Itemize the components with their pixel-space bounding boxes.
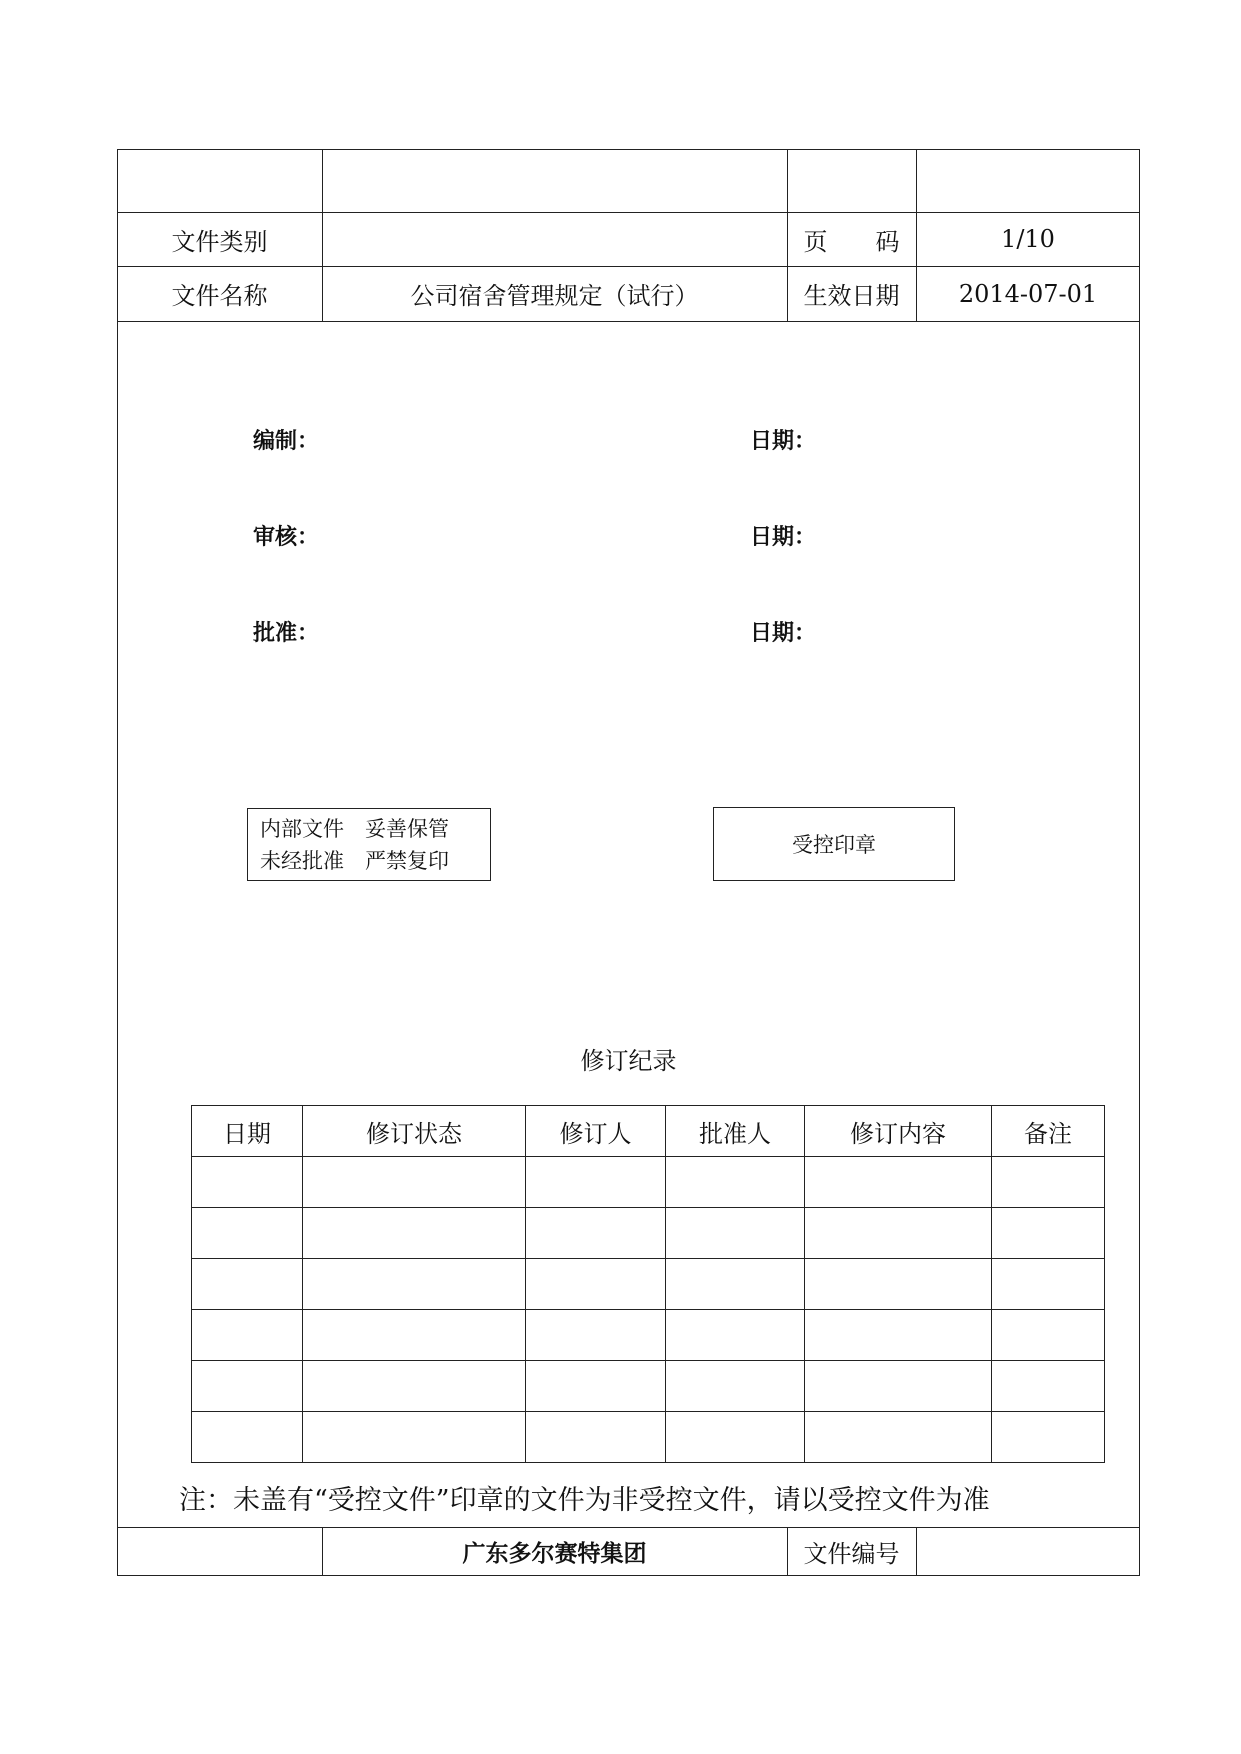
table-cell bbox=[526, 1412, 666, 1463]
table-cell bbox=[526, 1361, 666, 1412]
controlled-document-note: 注：未盖有“受控文件”印章的文件为非受控文件，请以受控文件为准 bbox=[179, 1485, 990, 1516]
table-cell bbox=[805, 1157, 992, 1208]
approve-date-label: 日期： bbox=[750, 621, 817, 646]
table-cell bbox=[192, 1412, 303, 1463]
header-row1-cell bbox=[117, 149, 322, 212]
table-cell bbox=[805, 1412, 992, 1463]
review-label: 审核： bbox=[253, 525, 320, 550]
name-label: 文件名称 bbox=[171, 282, 268, 310]
internal-notice-box bbox=[247, 808, 491, 881]
table-row bbox=[192, 1310, 1105, 1361]
table-cell bbox=[303, 1361, 526, 1412]
table-cell bbox=[992, 1412, 1105, 1463]
table-cell bbox=[303, 1157, 526, 1208]
effective-date-label: 生效日期 bbox=[803, 282, 900, 310]
page-value: 1/10 bbox=[1001, 225, 1055, 253]
document-number-value bbox=[916, 1527, 1140, 1576]
notice-line-1: 内部文件 妥善保管 bbox=[260, 817, 449, 841]
table-cell bbox=[992, 1157, 1105, 1208]
table-cell bbox=[992, 1361, 1105, 1412]
table-cell bbox=[992, 1310, 1105, 1361]
column-header-approver: 批准人 bbox=[666, 1106, 805, 1157]
table-cell bbox=[192, 1208, 303, 1259]
table-cell bbox=[303, 1310, 526, 1361]
table-cell bbox=[192, 1259, 303, 1310]
name-value: 公司宿舍管理规定（试行） bbox=[410, 282, 699, 310]
column-header-content: 修订内容 bbox=[805, 1106, 992, 1157]
column-header-reviser: 修订人 bbox=[526, 1106, 666, 1157]
company-name: 广东多尔赛特集团 bbox=[462, 1541, 647, 1567]
effective-date-value: 2014-07-01 bbox=[958, 279, 1098, 308]
document-number-label: 文件编号 bbox=[803, 1540, 900, 1568]
table-cell bbox=[666, 1157, 805, 1208]
revision-record-title: 修订纪录 bbox=[580, 1046, 677, 1075]
table-row bbox=[192, 1208, 1105, 1259]
table-cell bbox=[992, 1208, 1105, 1259]
header-row1-cell bbox=[916, 149, 1140, 212]
table-cell bbox=[992, 1259, 1105, 1310]
table-cell bbox=[526, 1208, 666, 1259]
table-cell bbox=[666, 1310, 805, 1361]
table-cell bbox=[526, 1310, 666, 1361]
revision-table bbox=[191, 1105, 1105, 1463]
compile-label: 编制： bbox=[253, 429, 320, 454]
footer-left-cell bbox=[117, 1527, 322, 1576]
table-cell bbox=[192, 1157, 303, 1208]
table-cell bbox=[666, 1259, 805, 1310]
table-cell bbox=[666, 1361, 805, 1412]
category-value bbox=[322, 212, 787, 266]
page-label: 页 码 bbox=[803, 227, 900, 256]
table-cell bbox=[805, 1361, 992, 1412]
controlled-stamp-box bbox=[713, 807, 955, 881]
compile-date-label: 日期： bbox=[750, 429, 817, 454]
table-cell bbox=[192, 1361, 303, 1412]
table-cell bbox=[526, 1157, 666, 1208]
table-cell bbox=[526, 1259, 666, 1310]
table-row bbox=[192, 1361, 1105, 1412]
column-header-remarks: 备注 bbox=[992, 1106, 1105, 1157]
table-row bbox=[192, 1259, 1105, 1310]
table-cell bbox=[666, 1208, 805, 1259]
table-row bbox=[192, 1412, 1105, 1463]
table-cell bbox=[303, 1412, 526, 1463]
table-cell bbox=[666, 1412, 805, 1463]
table-cell bbox=[805, 1310, 992, 1361]
header-row1-cell bbox=[787, 149, 916, 212]
table-cell bbox=[805, 1259, 992, 1310]
table-cell bbox=[805, 1208, 992, 1259]
column-header-status: 修订状态 bbox=[303, 1106, 526, 1157]
table-row bbox=[192, 1157, 1105, 1208]
table-cell bbox=[303, 1208, 526, 1259]
review-date-label: 日期： bbox=[750, 525, 817, 550]
table-cell bbox=[303, 1259, 526, 1310]
table-cell bbox=[192, 1310, 303, 1361]
header-row-divider bbox=[117, 321, 1140, 322]
controlled-stamp-label: 受控印章 bbox=[792, 833, 876, 857]
column-header-date: 日期 bbox=[192, 1106, 303, 1157]
approve-label: 批准： bbox=[253, 621, 320, 646]
revision-table-header bbox=[192, 1106, 1105, 1157]
category-label: 文件类别 bbox=[171, 227, 268, 256]
notice-line-2: 未经批准 严禁复印 bbox=[260, 849, 449, 873]
header-row1-cell bbox=[322, 149, 787, 212]
